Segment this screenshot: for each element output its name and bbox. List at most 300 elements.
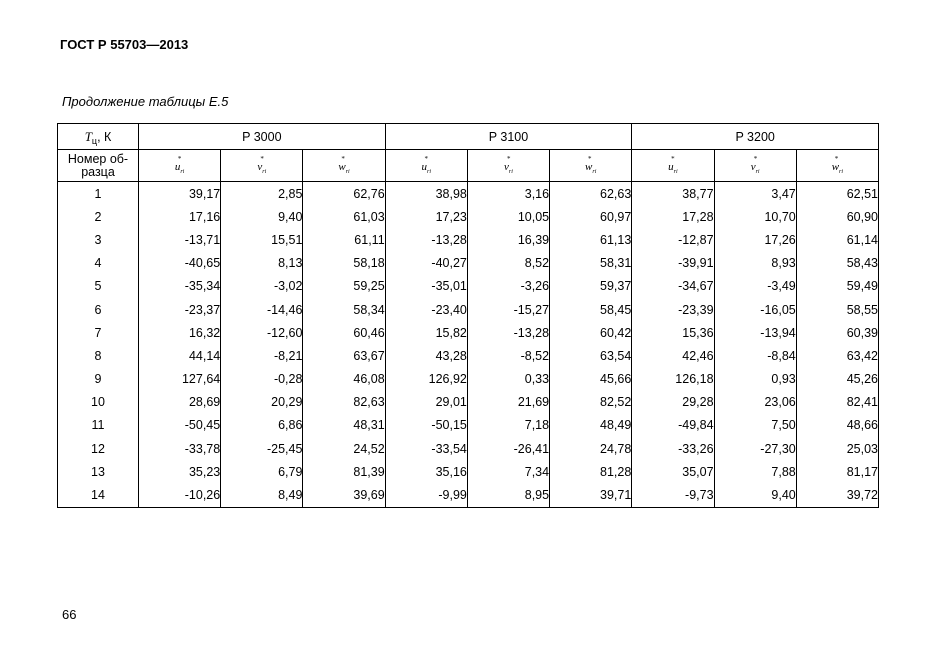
- sample-number-cell: 1: [58, 182, 139, 206]
- table-row: [58, 275, 879, 298]
- symbol-star: *: [341, 154, 345, 163]
- subcolumn-symbol: [668, 154, 678, 175]
- value-text: 16,32: [188, 325, 221, 340]
- value-text: 8,93: [771, 256, 796, 271]
- value-cell: [550, 414, 632, 437]
- value-cell: [139, 298, 221, 321]
- value-cell: [385, 252, 467, 275]
- value-text: 62,76: [353, 186, 385, 201]
- value-text: -0,28: [273, 372, 303, 387]
- value-text: 7,34: [524, 464, 550, 479]
- value-text: 38,98: [435, 186, 467, 201]
- table-row: [58, 228, 879, 251]
- value-cell: [796, 460, 878, 483]
- value-cell: [303, 437, 385, 460]
- value-text: 7,18: [524, 418, 550, 433]
- value-cell: [632, 182, 714, 206]
- value-text: 20,29: [271, 395, 303, 410]
- value-cell: [714, 182, 796, 206]
- value-text: 25,03: [846, 441, 878, 456]
- symbol-base: w: [831, 160, 840, 173]
- symbol-subscript: ri: [180, 168, 185, 175]
- value-text: -14,46: [266, 302, 303, 317]
- value-cell: [467, 414, 549, 437]
- sample-number-cell: 7: [58, 321, 139, 344]
- value-text: 9,40: [278, 209, 303, 224]
- value-text: 35,23: [188, 464, 221, 479]
- value-cell: [550, 321, 632, 344]
- value-text: -39,91: [678, 256, 714, 271]
- value-cell: [714, 275, 796, 298]
- value-cell: [796, 298, 878, 321]
- subcolumn-header: [796, 150, 878, 182]
- value-cell: [303, 414, 385, 437]
- sample-number-cell: 6: [58, 298, 139, 321]
- value-cell: [303, 252, 385, 275]
- value-cell: [139, 344, 221, 367]
- value-text: 15,36: [682, 325, 714, 340]
- value-cell: [385, 437, 467, 460]
- value-text: -33,54: [431, 441, 467, 456]
- value-cell: [550, 368, 632, 391]
- value-text: 17,28: [682, 209, 714, 224]
- value-cell: [796, 205, 878, 228]
- sample-number-cell: 11: [58, 414, 139, 437]
- table-body: [58, 182, 879, 508]
- value-cell: [796, 275, 878, 298]
- value-cell: [385, 483, 467, 507]
- value-text: 127,64: [181, 372, 221, 387]
- table-row: [58, 205, 879, 228]
- value-cell: [385, 205, 467, 228]
- data-table: [57, 123, 879, 508]
- value-text: -35,01: [431, 279, 467, 294]
- value-cell: [385, 321, 467, 344]
- symbol-base: v: [750, 160, 756, 173]
- value-cell: [550, 437, 632, 460]
- value-text: 60,90: [846, 209, 878, 224]
- value-text: -10,26: [184, 488, 221, 503]
- value-cell: [796, 321, 878, 344]
- value-cell: [714, 321, 796, 344]
- value-text: 44,14: [188, 348, 221, 363]
- symbol-subscript: ri: [673, 168, 678, 175]
- value-text: 60,46: [353, 325, 385, 340]
- value-text: 62,51: [846, 186, 878, 201]
- value-text: 15,51: [271, 232, 303, 247]
- value-cell: [221, 228, 303, 251]
- value-text: -12,60: [266, 325, 303, 340]
- value-text: 23,06: [764, 395, 796, 410]
- table-caption: Продолжение таблицы Е.5: [62, 94, 229, 109]
- value-cell: [550, 228, 632, 251]
- value-text: 39,69: [353, 488, 385, 503]
- value-cell: [303, 298, 385, 321]
- value-text: 45,26: [846, 372, 878, 387]
- symbol-subscript: ri: [508, 168, 513, 175]
- table-row: [58, 321, 879, 344]
- value-cell: [550, 391, 632, 414]
- value-text: 48,31: [353, 418, 385, 433]
- sample-number-cell: 9: [58, 368, 139, 391]
- subcolumn-symbol: [504, 154, 513, 175]
- value-cell: [303, 182, 385, 206]
- value-cell: [796, 182, 878, 206]
- value-cell: [139, 483, 221, 507]
- value-cell: [303, 205, 385, 228]
- sample-number-cell: 10: [58, 391, 139, 414]
- value-cell: [796, 437, 878, 460]
- value-cell: [303, 483, 385, 507]
- value-text: 43,28: [435, 348, 467, 363]
- value-text: 24,78: [600, 441, 632, 456]
- value-cell: [139, 228, 221, 251]
- sample-number-cell: 13: [58, 460, 139, 483]
- value-cell: [385, 275, 467, 298]
- value-cell: [632, 414, 714, 437]
- value-cell: [303, 391, 385, 414]
- table-row: [58, 437, 879, 460]
- value-text: -23,37: [184, 302, 221, 317]
- value-cell: [385, 368, 467, 391]
- value-text: -15,27: [513, 302, 550, 317]
- value-cell: [796, 368, 878, 391]
- symbol-star: *: [671, 154, 675, 163]
- group-header: P 3200: [632, 124, 879, 150]
- table-row: [58, 252, 879, 275]
- value-cell: [221, 391, 303, 414]
- value-cell: [139, 391, 221, 414]
- value-text: 126,18: [675, 372, 714, 387]
- value-cell: [139, 252, 221, 275]
- subcolumn-header: [385, 150, 467, 182]
- value-cell: [467, 205, 549, 228]
- symbol-base: w: [585, 160, 593, 173]
- value-text: 82,52: [600, 395, 632, 410]
- group-header: P 3000: [139, 124, 386, 150]
- sample-number-cell: 4: [58, 252, 139, 275]
- value-text: 61,11: [354, 232, 385, 247]
- value-text: 42,46: [682, 348, 714, 363]
- symbol-star: *: [177, 154, 182, 163]
- table-row: [58, 391, 879, 414]
- value-text: -33,26: [678, 441, 714, 456]
- value-cell: [303, 368, 385, 391]
- value-text: -8,52: [520, 348, 550, 363]
- symbol-base: w: [338, 160, 346, 173]
- value-cell: [550, 460, 632, 483]
- value-text: 28,69: [188, 395, 221, 410]
- value-text: 82,41: [846, 395, 878, 410]
- value-cell: [550, 182, 632, 206]
- subcolumn-header: [139, 150, 221, 182]
- sample-number-cell: 12: [58, 437, 139, 460]
- value-cell: [714, 391, 796, 414]
- value-cell: [714, 228, 796, 251]
- value-text: 58,55: [846, 302, 878, 317]
- value-cell: [467, 344, 549, 367]
- value-cell: [632, 344, 714, 367]
- value-text: -13,71: [184, 232, 221, 247]
- value-cell: [632, 205, 714, 228]
- value-cell: [221, 252, 303, 275]
- value-text: -13,28: [431, 232, 467, 247]
- value-text: 126,92: [428, 372, 467, 387]
- value-text: 63,67: [353, 348, 385, 363]
- value-text: 58,43: [846, 256, 878, 271]
- value-cell: [221, 205, 303, 228]
- value-text: 61,03: [353, 209, 385, 224]
- subcolumn-header: [550, 150, 632, 182]
- subcolumn-symbol: [750, 154, 760, 175]
- page-number: 66: [62, 607, 77, 622]
- value-cell: [550, 275, 632, 298]
- value-cell: [467, 321, 549, 344]
- value-text: 29,28: [682, 395, 714, 410]
- value-cell: [632, 483, 714, 507]
- temperature-unit: , К: [97, 129, 112, 144]
- sample-number-cell: 14: [58, 483, 139, 507]
- value-text: -3,02: [273, 279, 303, 294]
- value-text: -50,15: [431, 418, 467, 433]
- value-text: 15,82: [435, 325, 467, 340]
- value-cell: [714, 298, 796, 321]
- value-text: -27,30: [760, 441, 796, 456]
- value-text: 81,17: [846, 464, 878, 479]
- symbol-star: *: [507, 154, 511, 163]
- value-cell: [796, 483, 878, 507]
- value-text: 17,26: [764, 232, 796, 247]
- value-text: 29,01: [435, 395, 467, 410]
- value-text: 62,63: [600, 186, 632, 201]
- value-text: 58,34: [353, 302, 385, 317]
- symbol-subscript: ri: [839, 168, 844, 175]
- value-text: -9,73: [685, 488, 714, 503]
- temperature-header: [58, 124, 139, 150]
- value-text: 17,16: [188, 209, 221, 224]
- value-cell: [221, 298, 303, 321]
- value-text: 21,69: [517, 395, 550, 410]
- sample-number-cell: 8: [58, 344, 139, 367]
- value-cell: [714, 437, 796, 460]
- value-text: 59,37: [600, 279, 632, 294]
- value-text: 8,13: [278, 256, 303, 271]
- value-text: -13,28: [513, 325, 550, 340]
- symbol-subscript: ri: [262, 168, 267, 175]
- value-cell: [550, 344, 632, 367]
- sample-number-cell: 2: [58, 205, 139, 228]
- symbol-base: v: [257, 160, 263, 173]
- subcolumn-header: [221, 150, 303, 182]
- value-cell: [632, 228, 714, 251]
- value-cell: [796, 344, 878, 367]
- value-cell: [796, 391, 878, 414]
- value-cell: [796, 414, 878, 437]
- value-text: -49,84: [678, 418, 714, 433]
- symbol-subscript: ri: [427, 168, 432, 175]
- value-cell: [385, 228, 467, 251]
- value-cell: [632, 460, 714, 483]
- group-header-row: [58, 124, 879, 150]
- value-cell: [467, 182, 549, 206]
- value-cell: [303, 275, 385, 298]
- value-cell: [467, 368, 549, 391]
- value-text: 9,40: [771, 488, 796, 503]
- value-text: 63,54: [600, 348, 632, 363]
- value-text: 48,49: [600, 418, 632, 433]
- value-cell: [796, 252, 878, 275]
- value-text: 39,71: [600, 488, 632, 503]
- subcolumn-symbol: [585, 154, 597, 175]
- value-text: 2,85: [278, 186, 303, 201]
- value-text: 60,97: [600, 209, 632, 224]
- value-cell: [303, 460, 385, 483]
- table-row: [58, 182, 879, 206]
- value-cell: [221, 321, 303, 344]
- sample-number-header: Номер об-разца: [58, 150, 139, 182]
- symbol-subscript: ri: [592, 168, 597, 175]
- value-text: 8,52: [524, 256, 550, 271]
- value-cell: [714, 344, 796, 367]
- subcolumn-header-row: [58, 150, 879, 182]
- value-cell: [139, 205, 221, 228]
- value-text: -8,21: [273, 348, 303, 363]
- symbol-base: u: [174, 160, 181, 173]
- value-cell: [714, 368, 796, 391]
- value-text: 46,08: [353, 372, 385, 387]
- subcolumn-symbol: [174, 154, 185, 175]
- value-cell: [385, 414, 467, 437]
- value-text: -3,49: [767, 279, 796, 294]
- sample-number-cell: 3: [58, 228, 139, 251]
- value-text: 58,31: [600, 256, 632, 271]
- value-text: 59,25: [353, 279, 385, 294]
- value-cell: [632, 391, 714, 414]
- value-cell: [467, 437, 549, 460]
- value-cell: [632, 298, 714, 321]
- value-cell: [714, 483, 796, 507]
- value-cell: [139, 275, 221, 298]
- value-text: -35,34: [184, 279, 221, 294]
- value-text: 6,79: [278, 464, 303, 479]
- subcolumn-header: [714, 150, 796, 182]
- value-cell: [796, 228, 878, 251]
- symbol-subscript: ri: [755, 168, 760, 175]
- value-text: 0,93: [771, 372, 796, 387]
- value-text: -40,65: [184, 256, 221, 271]
- table-row: [58, 460, 879, 483]
- value-text: -13,94: [760, 325, 796, 340]
- value-text: 81,28: [600, 464, 632, 479]
- value-text: 7,88: [771, 464, 796, 479]
- value-text: -8,84: [767, 348, 796, 363]
- value-cell: [467, 298, 549, 321]
- value-text: 6,86: [278, 418, 303, 433]
- value-text: -33,78: [184, 441, 221, 456]
- value-cell: [221, 483, 303, 507]
- value-text: 7,50: [771, 418, 796, 433]
- value-cell: [467, 275, 549, 298]
- temperature-subscript: ц: [91, 135, 98, 146]
- value-cell: [632, 275, 714, 298]
- subcolumn-header: [632, 150, 714, 182]
- symbol-star: *: [753, 154, 758, 163]
- value-text: 0,33: [524, 372, 550, 387]
- value-cell: [550, 298, 632, 321]
- document-standard-id: ГОСТ Р 55703—2013: [60, 37, 189, 52]
- subcolumn-header: [303, 150, 385, 182]
- value-cell: [303, 344, 385, 367]
- value-text: 35,07: [682, 464, 714, 479]
- symbol-base: u: [421, 160, 427, 173]
- value-cell: [303, 321, 385, 344]
- subcolumn-symbol: [421, 154, 432, 175]
- value-cell: [632, 437, 714, 460]
- value-text: 39,17: [188, 186, 221, 201]
- value-cell: [467, 228, 549, 251]
- value-text: 60,39: [846, 325, 878, 340]
- value-text: 16,39: [517, 232, 550, 247]
- symbol-base: v: [504, 160, 509, 173]
- group-header: P 3100: [385, 124, 632, 150]
- value-text: 38,77: [682, 186, 714, 201]
- value-text: 82,63: [353, 395, 385, 410]
- value-cell: [632, 252, 714, 275]
- symbol-star: *: [260, 154, 264, 163]
- value-cell: [467, 252, 549, 275]
- value-cell: [221, 182, 303, 206]
- value-cell: [139, 182, 221, 206]
- subcolumn-symbol: [831, 154, 844, 175]
- value-text: 59,49: [846, 279, 878, 294]
- value-text: 61,13: [600, 232, 632, 247]
- table-row: [58, 483, 879, 507]
- value-cell: [714, 252, 796, 275]
- value-text: 58,45: [600, 302, 632, 317]
- value-text: -3,26: [520, 279, 550, 294]
- symbol-star: *: [424, 154, 428, 163]
- subcolumn-header: [467, 150, 549, 182]
- table-row: [58, 298, 879, 321]
- value-text: 10,05: [517, 209, 550, 224]
- value-cell: [221, 460, 303, 483]
- value-text: 39,72: [846, 488, 878, 503]
- value-cell: [550, 483, 632, 507]
- value-text: -25,45: [266, 441, 303, 456]
- value-text: 58,18: [353, 256, 385, 271]
- value-text: -12,87: [678, 232, 714, 247]
- value-text: 10,70: [764, 209, 796, 224]
- value-cell: [221, 414, 303, 437]
- value-cell: [385, 344, 467, 367]
- value-text: 24,52: [353, 441, 385, 456]
- value-text: -23,39: [678, 302, 714, 317]
- value-text: -26,41: [513, 441, 550, 456]
- table-row: [58, 368, 879, 391]
- value-cell: [385, 460, 467, 483]
- value-cell: [221, 437, 303, 460]
- table-row: [58, 344, 879, 367]
- value-cell: [139, 460, 221, 483]
- value-cell: [385, 391, 467, 414]
- value-text: 61,14: [846, 232, 878, 247]
- sample-number-cell: 5: [58, 275, 139, 298]
- value-text: 3,16: [524, 186, 550, 201]
- value-text: 17,23: [435, 209, 467, 224]
- value-cell: [632, 368, 714, 391]
- value-text: 3,47: [771, 186, 796, 201]
- value-cell: [714, 414, 796, 437]
